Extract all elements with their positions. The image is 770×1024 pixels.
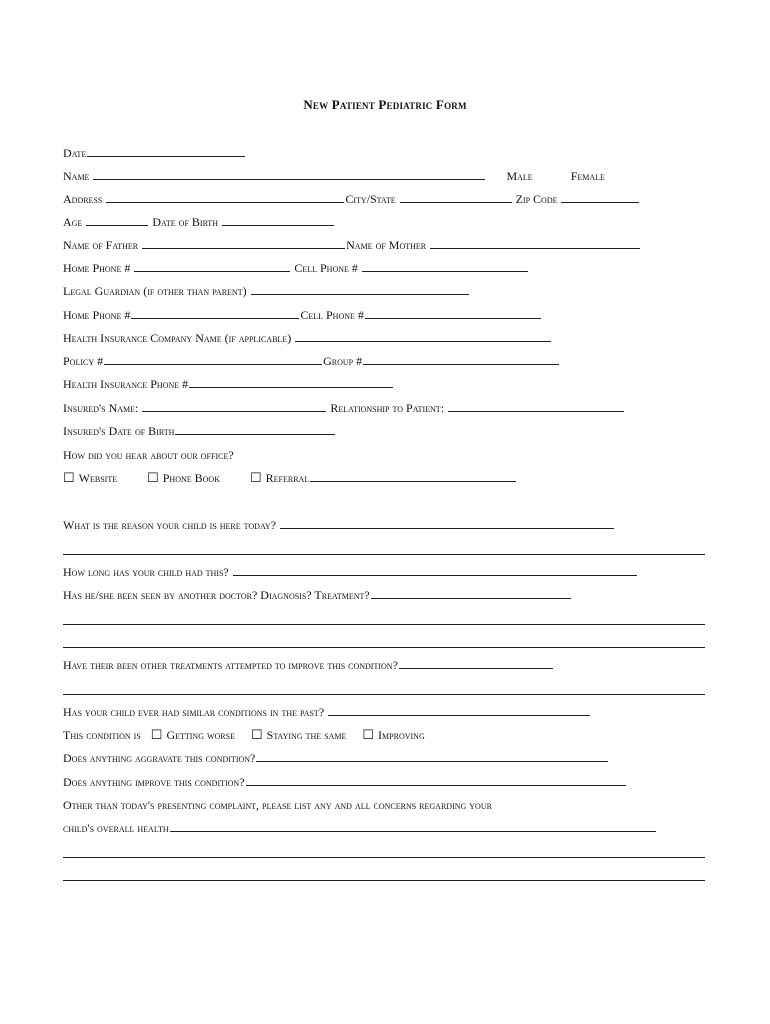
staying-same-label: Staying the same — [266, 728, 347, 742]
aggravate-label: Does anything aggravate this condition? — [63, 751, 256, 765]
dob-label: Date of Birth — [152, 215, 219, 229]
father-label: Name of Father — [63, 238, 139, 252]
insured-dob-row — [63, 422, 705, 440]
policy-label: Policy # — [63, 354, 104, 368]
referral-label: Referral — [265, 471, 310, 485]
insured-name-field[interactable] — [142, 400, 326, 412]
improving-checkbox-icon[interactable]: ☐ — [362, 727, 375, 742]
other-doctor-row — [63, 586, 705, 604]
address-label: Address — [63, 192, 103, 206]
phonebook-label: Phone Book — [162, 471, 220, 485]
dob-field[interactable] — [222, 214, 334, 226]
overall-line-3[interactable] — [63, 880, 705, 881]
getting-worse-checkbox-icon[interactable]: ☐ — [150, 727, 163, 742]
guardian-field[interactable] — [251, 283, 469, 295]
cell-phone-label: Cell Phone # — [294, 261, 358, 275]
relationship-field[interactable] — [448, 400, 624, 412]
overall-line-2[interactable] — [63, 857, 705, 858]
address-field[interactable] — [106, 191, 344, 203]
how-long-row — [63, 563, 705, 581]
female-option[interactable]: Female — [570, 169, 605, 183]
date-field[interactable] — [87, 145, 245, 157]
age-field[interactable] — [86, 214, 148, 226]
guardian-row — [63, 282, 705, 300]
guardian-phone-row — [63, 306, 705, 324]
other-treatments-field[interactable] — [399, 657, 553, 669]
insurance-company-row — [63, 329, 705, 347]
other-doctor-line-2[interactable] — [63, 624, 705, 625]
insured-row — [63, 399, 705, 417]
relationship-label: Relationship to Patient: — [330, 401, 445, 415]
hear-options-row — [63, 469, 705, 487]
improve-label: Does anything improve this condition? — [63, 775, 245, 789]
staying-same-checkbox-icon[interactable]: ☐ — [250, 727, 263, 742]
how-long-field[interactable] — [233, 564, 637, 576]
zip-label: Zip Code — [515, 192, 558, 206]
aggravate-field[interactable] — [256, 750, 608, 762]
home-phone-field[interactable] — [134, 260, 290, 272]
insurance-company-field[interactable] — [295, 330, 551, 342]
date-label: Date — [63, 146, 87, 160]
form-title: New Patient Pediatric Form — [303, 97, 467, 112]
cell-phone2-label: Cell Phone # — [300, 308, 364, 322]
name-label: Name — [63, 169, 90, 183]
insurance-company-label: Health Insurance Company Name (if applicable) — [63, 331, 292, 345]
hear-label: How did you hear about our office? — [63, 448, 234, 462]
other-doctor-field[interactable] — [371, 587, 571, 599]
phone-row — [63, 259, 705, 277]
name-row — [63, 167, 705, 185]
referral-checkbox-icon[interactable]: ☐ — [249, 470, 262, 485]
mother-label: Name of Mother — [346, 238, 427, 252]
city-state-field[interactable] — [400, 191, 512, 203]
insurance-phone-label: Health Insurance Phone # — [63, 377, 189, 391]
zip-field[interactable] — [561, 191, 639, 203]
group-label: Group # — [323, 354, 363, 368]
concerns-label: Other than today's presenting complaint, please list any and all concerns regarding your — [63, 798, 492, 812]
other-doctor-label: Has he/she been seen by another doctor? Diagnosis? Treatment? — [63, 588, 370, 602]
overall-label: child's overall health — [63, 821, 169, 835]
referral-field[interactable] — [310, 470, 516, 482]
improve-row — [63, 773, 705, 791]
overall-field[interactable] — [170, 820, 656, 832]
date-row — [63, 144, 705, 162]
male-option[interactable]: Male — [506, 169, 533, 183]
other-treatments-row — [63, 656, 705, 674]
guardian-label: Legal Guardian (if other than parent) — [63, 284, 247, 298]
cell-phone-field[interactable] — [362, 260, 528, 272]
website-label: Website — [78, 471, 118, 485]
home-phone2-field[interactable] — [131, 307, 299, 319]
getting-worse-label: Getting worse — [166, 728, 235, 742]
reason-field[interactable] — [280, 517, 614, 529]
how-long-label: How long has your child had this? — [63, 565, 229, 579]
insured-dob-label: Insured's Date of Birth — [63, 424, 175, 438]
other-treatments-line-2[interactable] — [63, 694, 705, 695]
other-treatments-label: Have their been other treatments attempted to improve this condition? — [63, 658, 398, 672]
home-phone-label: Home Phone # — [63, 261, 131, 275]
similar-label: Has your child ever had similar conditions in the past? — [63, 705, 325, 719]
other-doctor-line-3[interactable] — [63, 647, 705, 648]
insurance-phone-field[interactable] — [189, 376, 393, 388]
home-phone2-label: Home Phone # — [63, 308, 131, 322]
improving-label: Improving — [378, 728, 425, 742]
policy-field[interactable] — [104, 353, 322, 365]
similar-row — [63, 703, 705, 721]
insurance-phone-row — [63, 375, 705, 393]
mother-field[interactable] — [430, 237, 640, 249]
city-state-label: City/State — [345, 192, 396, 206]
name-field[interactable] — [93, 168, 485, 180]
reason-label: What is the reason your child is here today? — [63, 518, 277, 532]
insured-dob-field[interactable] — [175, 423, 335, 435]
overall-row — [63, 819, 705, 837]
reason-row — [63, 516, 705, 534]
group-field[interactable] — [363, 353, 559, 365]
age-label: Age — [63, 215, 83, 229]
parents-row — [63, 236, 705, 254]
website-checkbox-icon[interactable]: ☐ — [63, 470, 75, 485]
insured-name-label: Insured's Name: — [63, 401, 139, 415]
reason-line-2[interactable] — [63, 554, 705, 555]
age-row — [63, 213, 705, 231]
aggravate-row — [63, 749, 705, 767]
similar-field[interactable] — [328, 704, 590, 716]
address-row — [63, 190, 705, 208]
phonebook-checkbox-icon[interactable]: ☐ — [147, 470, 159, 485]
improve-field[interactable] — [246, 774, 626, 786]
concerns-row — [63, 796, 705, 814]
policy-row — [63, 352, 705, 370]
father-field[interactable] — [142, 237, 345, 249]
condition-label: This condition is — [63, 728, 141, 742]
condition-row — [63, 726, 705, 744]
cell-phone2-field[interactable] — [365, 307, 541, 319]
hear-row — [63, 446, 705, 464]
